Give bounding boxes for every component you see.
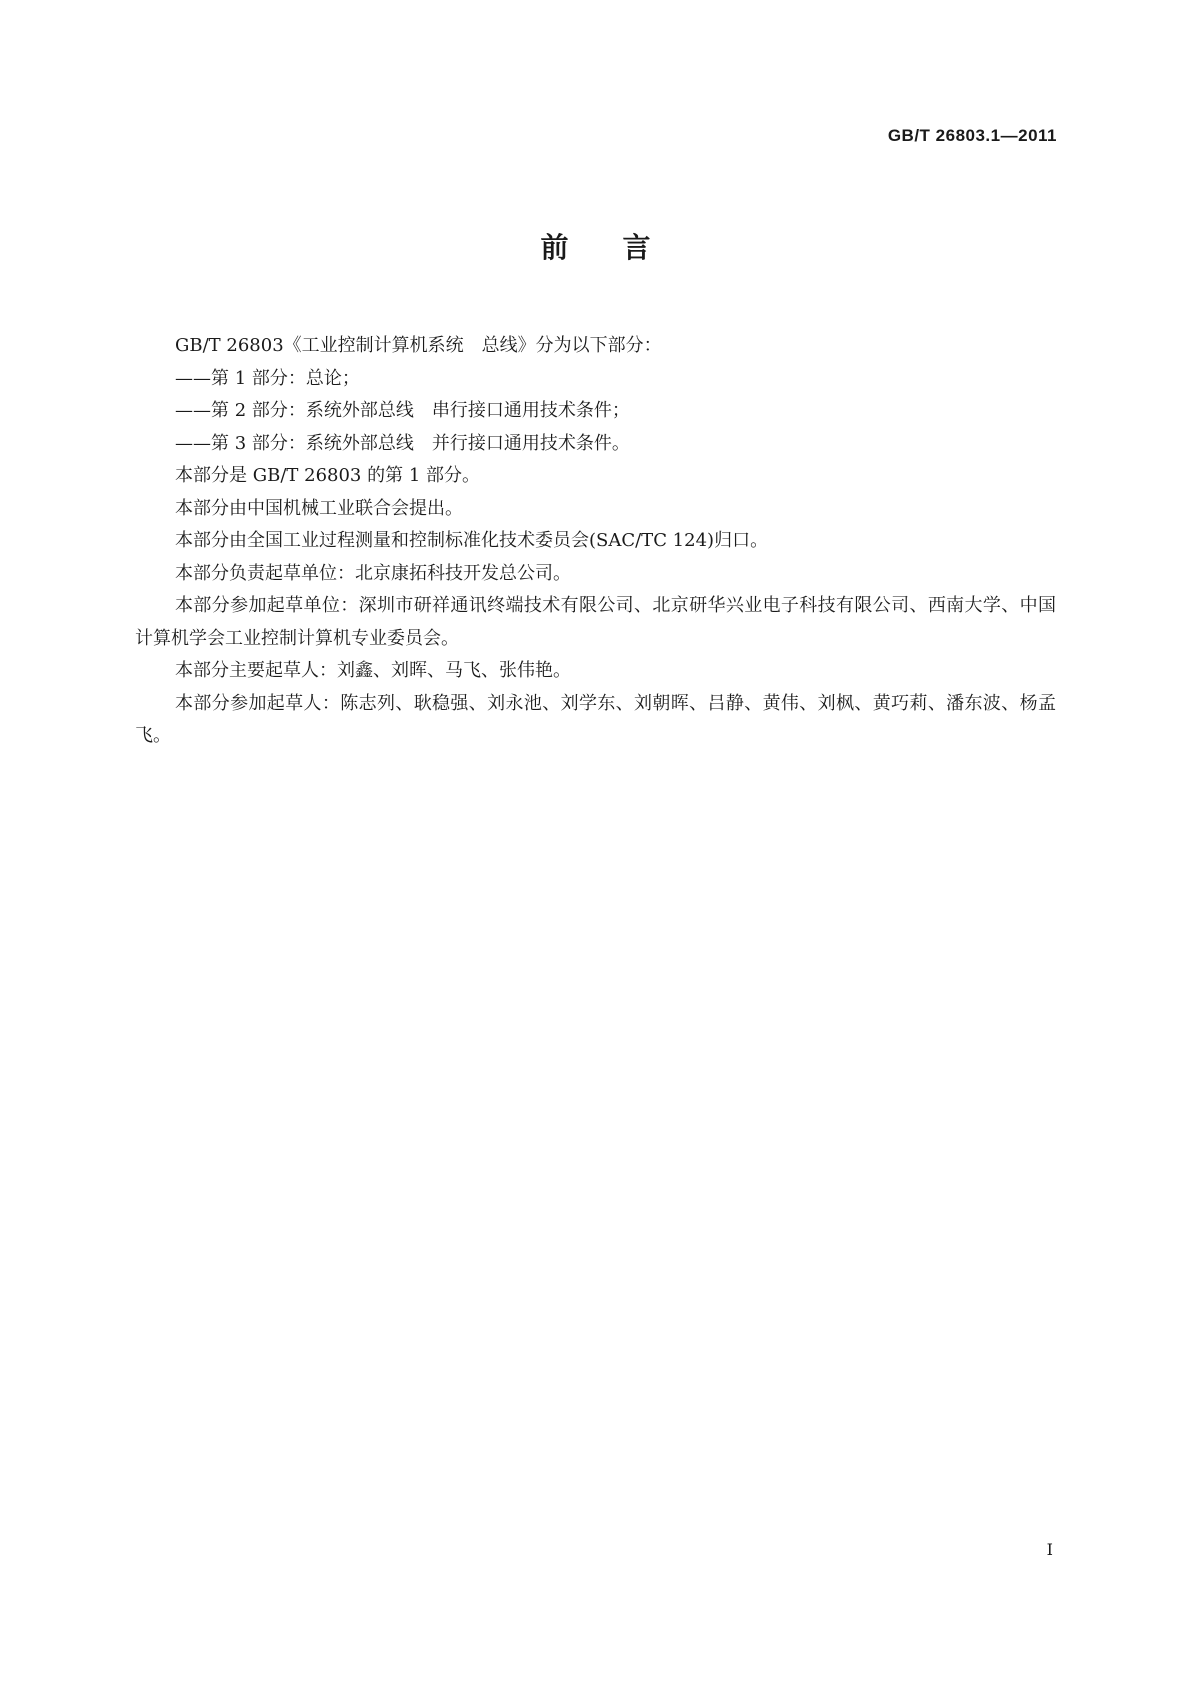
paragraph-part-3: ——第 3 部分：系统外部总线 并行接口通用技术条件。 [175,432,630,454]
paragraph-committee: 本部分由全国工业过程测量和控制标准化技术委员会(SAC/TC 124)归口。 [175,530,769,551]
paragraph-structure-intro: GB/T 26803《工业控制计算机系统 总线》分为以下部分： [175,335,662,356]
paragraph-participating-drafters: 本部分参加起草人：陈志列、耿稳强、刘永池、刘学东、刘朝晖、吕静、黄伟、刘枫、黄巧莉、潘东波、杨孟飞。 [135,692,1056,746]
paragraph-lead-drafter: 本部分负责起草单位：北京康拓科技开发总公司。 [175,562,571,584]
paragraph-main-drafters: 本部分主要起草人：刘鑫、刘晖、马飞、张伟艳。 [175,660,571,681]
paragraph-proposer: 本部分由中国机械工业联合会提出。 [175,497,463,519]
paragraph-part-2: ——第 2 部分：系统外部总线 串行接口通用技术条件； [175,400,630,421]
paragraph-part-statement: 本部分是 GB/T 26803 的第 1 部分。 [175,465,480,486]
page-number: I [1046,1540,1053,1559]
foreword-body [135,330,1056,753]
paragraph-part-1: ——第 1 部分：总论； [175,367,360,389]
paragraph-participating-units: 本部分参加起草单位：深圳市研祥通讯终端技术有限公司、北京研华兴业电子科技有限公司、西南大学、中国计算机学会工业控制计算机专业委员会。 [135,595,1056,649]
standard-number: GB/T 26803.1—2011 [887,126,1057,145]
page-title: 前言 [540,231,705,264]
